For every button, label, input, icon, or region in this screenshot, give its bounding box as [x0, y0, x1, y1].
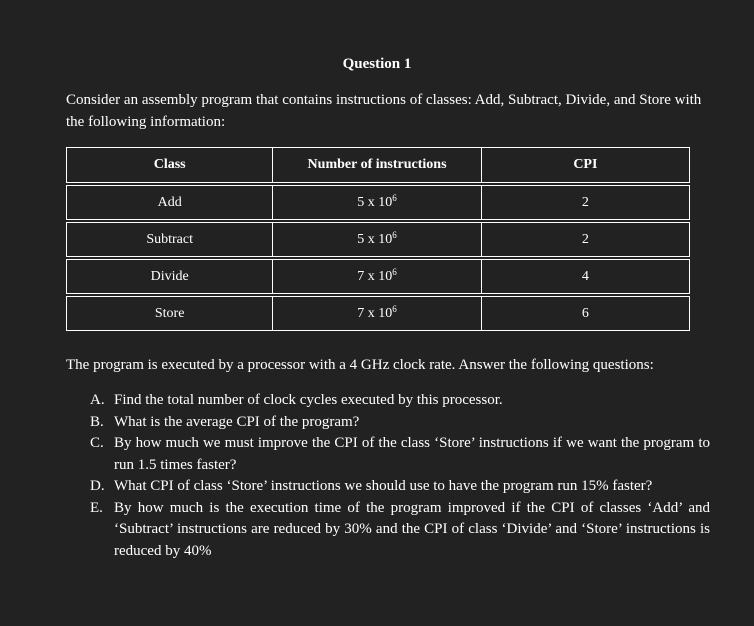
- cell-count: 7 x $10^6$: [273, 260, 481, 294]
- item-text: What is the average CPI of the program?: [114, 413, 360, 430]
- table-row: [67, 186, 690, 220]
- item-text: By how much we must improve the CPI of the class ‘Store’ instructions if we want the program to run 1.5 times faster?: [114, 435, 710, 473]
- list-item: [0, 498, 710, 563]
- lead-paragraph: The program is executed by a processor with a 4 GHz clock rate. Answer the following questions:: [66, 357, 654, 373]
- item-letter: D.: [90, 478, 105, 494]
- list-item: [0, 390, 710, 412]
- table-row: [67, 297, 690, 331]
- cell-count: 5 x $10^6$: [273, 223, 481, 257]
- cell-count: 5 x $10^6$: [273, 186, 481, 220]
- item-letter: E.: [90, 499, 103, 516]
- item-text: By how much is the execution time of the program improved if the CPI of classes ‘Add’ and ‘Subtract’ instructions are reduced by 30% and the CPI of class ‘Divide’ and ‘Store’ instructions is reduced by 40%: [114, 499, 710, 559]
- table-header-row: [67, 148, 690, 183]
- question-list: [0, 390, 754, 562]
- cell-class: Divide: [67, 260, 273, 294]
- cell-class: Add: [67, 186, 273, 220]
- item-letter: B.: [90, 413, 104, 430]
- item-letter: A.: [90, 392, 105, 408]
- cell-class: Store: [67, 297, 273, 331]
- item-text: What CPI of class ‘Store’ instructions we should use to have the program run 15% faster?: [114, 478, 653, 494]
- header-number-of-instructions: Number of instructions: [273, 148, 481, 183]
- list-item: [0, 412, 710, 434]
- instruction-table: [66, 147, 690, 331]
- table-row: [67, 260, 690, 294]
- header-cpi: CPI: [481, 148, 689, 183]
- cell-cpi: 4: [481, 260, 689, 294]
- cell-cpi: 2: [481, 223, 689, 257]
- cell-count: 7 x $10^6$: [273, 297, 481, 331]
- header-class: Class: [67, 148, 273, 183]
- list-item: [0, 433, 710, 476]
- cell-cpi: 2: [481, 186, 689, 220]
- cell-class: Subtract: [67, 223, 273, 257]
- intro-paragraph: Consider an assembly program that contains instructions of classes: Add, Subtract, Divide, and Store with the following information:: [66, 92, 702, 130]
- table-row: [67, 223, 690, 257]
- item-text: Find the total number of clock cycles executed by this processor.: [114, 392, 503, 408]
- question-title: Question 1: [342, 56, 412, 72]
- cell-cpi: 6: [481, 297, 689, 331]
- list-item: [0, 476, 710, 498]
- item-letter: C.: [90, 435, 104, 451]
